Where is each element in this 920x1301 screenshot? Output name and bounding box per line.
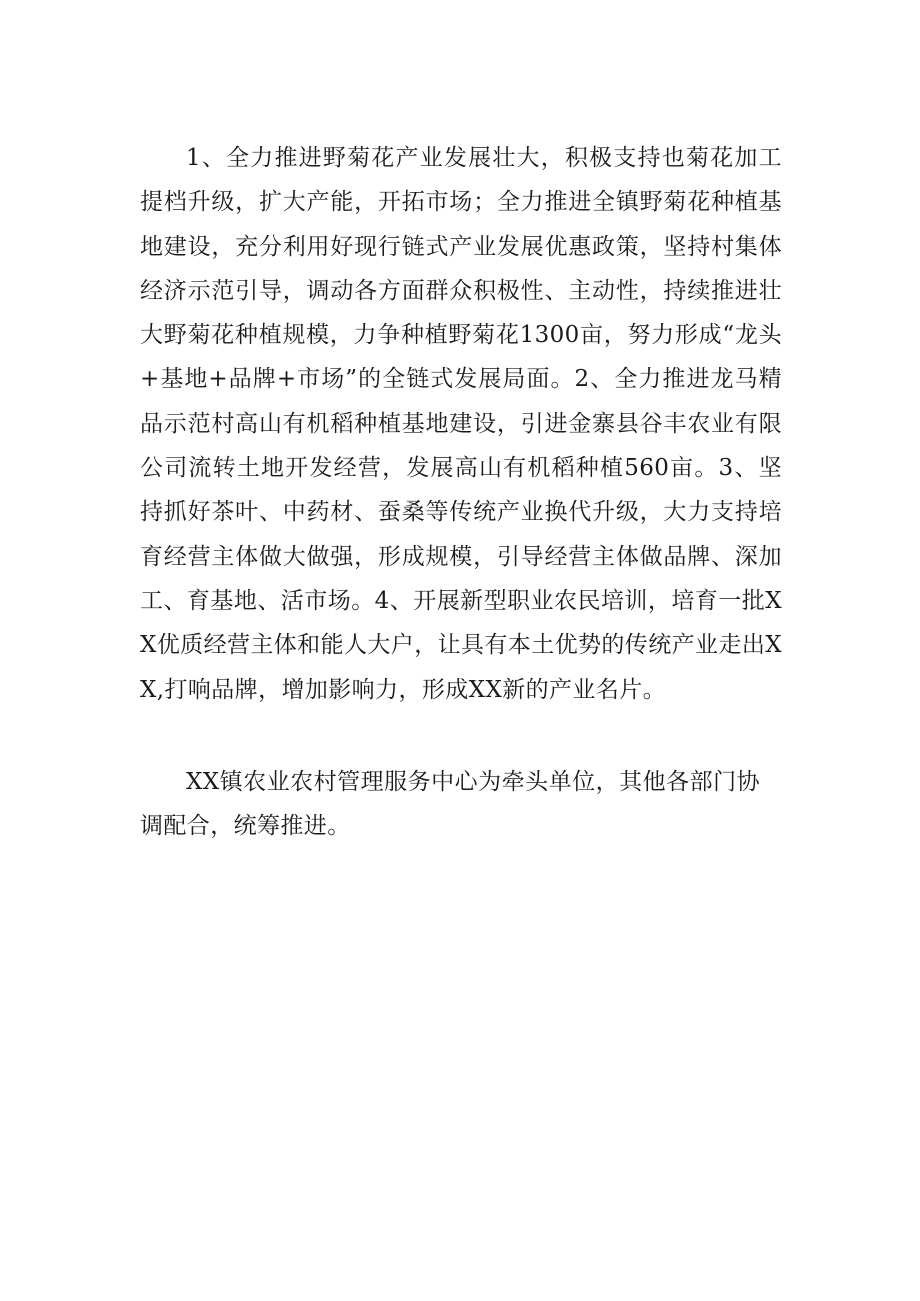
body-paragraph-measures: 1、全力推进野菊花产业发展壮大，积极支持也菊花加工提档升级，扩大产能，开拓市场；全力推进全镇野菊花种植基地建设，充分利用好现行链式产业发展优惠政策，坚持村集体经济示范引导，调动各方面群众积极性、主动性，持续推进壮大野菊花种植规模，力争种植野菊花1300亩，努力形成“龙头+基地+品牌+市场”的全链式发展局面。2、全力推进龙马精品示范村高山有机稻种植基地建设，引进金寨县谷丰农业有限公司流转土地开发经营，发展高山有机稻种植560亩。3、坚持抓好茶叶、中药材、蚕桑等传统产业换代升级，大力支持培育经营主体做大做强，形成规模，引导经营主体做品牌、深加工、育基地、活市场。4、开展新型职业农民培训，培育一批XX优质经营主体和能人大户，让具有本土优势的传统产业走出XX,打响品牌，增加影响力，形成XX新的产业名片。 bbox=[140, 145, 782, 703]
body-paragraph-responsibility: XX镇农业农村管理服务中心为牵头单位，其他各部门协调配合，统筹推进。 bbox=[140, 769, 760, 840]
